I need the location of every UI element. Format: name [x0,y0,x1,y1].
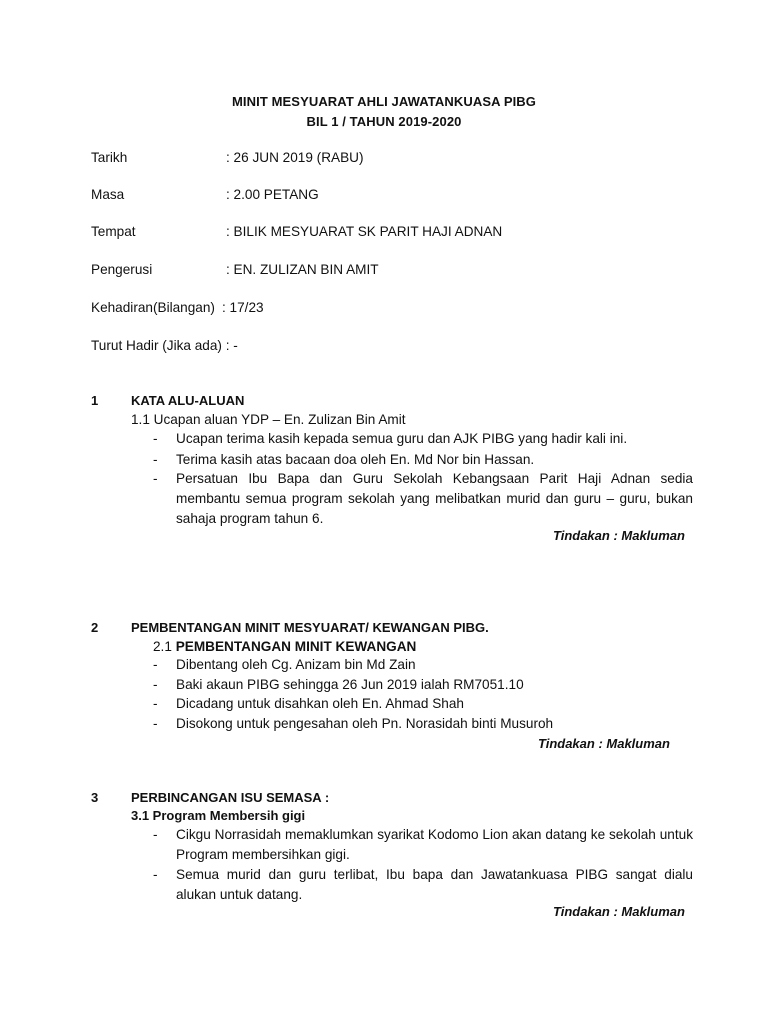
info-value-masa: : 2.00 PETANG [226,187,319,202]
section-2-tindakan: Tindakan : Makluman [538,736,670,751]
info-label-masa: Masa [91,187,125,202]
section-3-bullet-1: Cikgu Norrasidah memaklumkan syarikat Kodomo Lion akan datang ke sekolah untuk Program membersihkan gigi. [176,827,693,862]
bullet-dash: - [153,471,158,486]
section-2-sub-prefix: 2.1 [153,639,172,654]
bullet-dash: - [153,431,158,446]
info-value-tempat: : BILIK MESYUARAT SK PARIT HAJI ADNAN [226,224,503,239]
section-2-sub-title: PEMBENTANGAN MINIT KEWANGAN [175,639,417,654]
section-2-bullet-3: Dicadang untuk disahkan oleh En. Ahmad Shah [176,696,464,711]
bullet-dash: - [153,867,158,882]
section-2-subheading [153,637,416,657]
section-1-title: KATA ALU-ALUAN [131,393,245,408]
section-3-subheading: 3.1 Program Membersih gigi [131,808,306,823]
bullet-dash: - [153,657,158,672]
bullet-dash: - [153,677,158,692]
section-1-subheading: 1.1 Ucapan aluan YDP – En. Zulizan Bin Amit [131,412,406,427]
section-1-bullet-3: Persatuan Ibu Bapa dan Guru Sekolah Kebangsaan Parit Haji Adnan sedia membantu semua program sekolah yang melibatkan murid dan guru – guru, bukan sahaja program tahun 6. [176,471,693,526]
document-title: MINIT MESYUARAT AHLI JAWATANKUASA PIBG [232,94,536,109]
section-1-bullet-1: Ucapan terima kasih kepada semua guru dan AJK PIBG yang hadir kali ini. [176,431,628,446]
info-label-tempat: Tempat [91,224,136,239]
section-3-bullet-2: Semua murid dan guru terlibat, Ibu bapa dan Jawatankuasa PIBG sangat dialu alukan untuk datang. [176,867,693,902]
section-1-tindakan: Tindakan : Makluman [553,528,685,543]
section-2-title: PEMBENTANGAN MINIT MESYUARAT/ KEWANGAN PIBG. [131,620,489,635]
info-value-pengerusi: : EN. ZULIZAN BIN AMIT [226,262,379,277]
document-subtitle: BIL 1 / TAHUN 2019-2020 [306,114,462,129]
info-label-tarikh: Tarikh [91,150,128,165]
bullet-dash: - [153,452,158,467]
bullet-dash: - [153,716,158,731]
info-value-tarikh: : 26 JUN 2019 (RABU) [226,150,364,165]
bullet-dash: - [153,696,158,711]
section-3-number: 3 [91,790,99,805]
info-label-turut-hadir: Turut Hadir (Jika ada) : - [91,338,238,353]
info-label-pengerusi: Pengerusi [91,262,153,277]
section-3-tindakan: Tindakan : Makluman [553,904,685,919]
section-2-bullet-4: Disokong untuk pengesahan oleh Pn. Norasidah binti Musuroh [176,716,554,731]
section-1-bullet-2: Terima kasih atas bacaan doa oleh En. Md Nor bin Hassan. [176,452,535,467]
section-2-number: 2 [91,620,99,635]
info-value-kehadiran: : 17/23 [222,300,264,315]
section-2-bullet-1: Dibentang oleh Cg. Anizam bin Md Zain [176,657,416,672]
info-label-kehadiran: Kehadiran(Bilangan) [91,300,215,315]
section-2-bullet-2: Baki akaun PIBG sehingga 26 Jun 2019 ialah RM7051.10 [176,677,524,692]
bullet-dash: - [153,827,158,842]
section-1-number: 1 [91,393,99,408]
section-3-title: PERBINCANGAN ISU SEMASA : [131,790,330,805]
